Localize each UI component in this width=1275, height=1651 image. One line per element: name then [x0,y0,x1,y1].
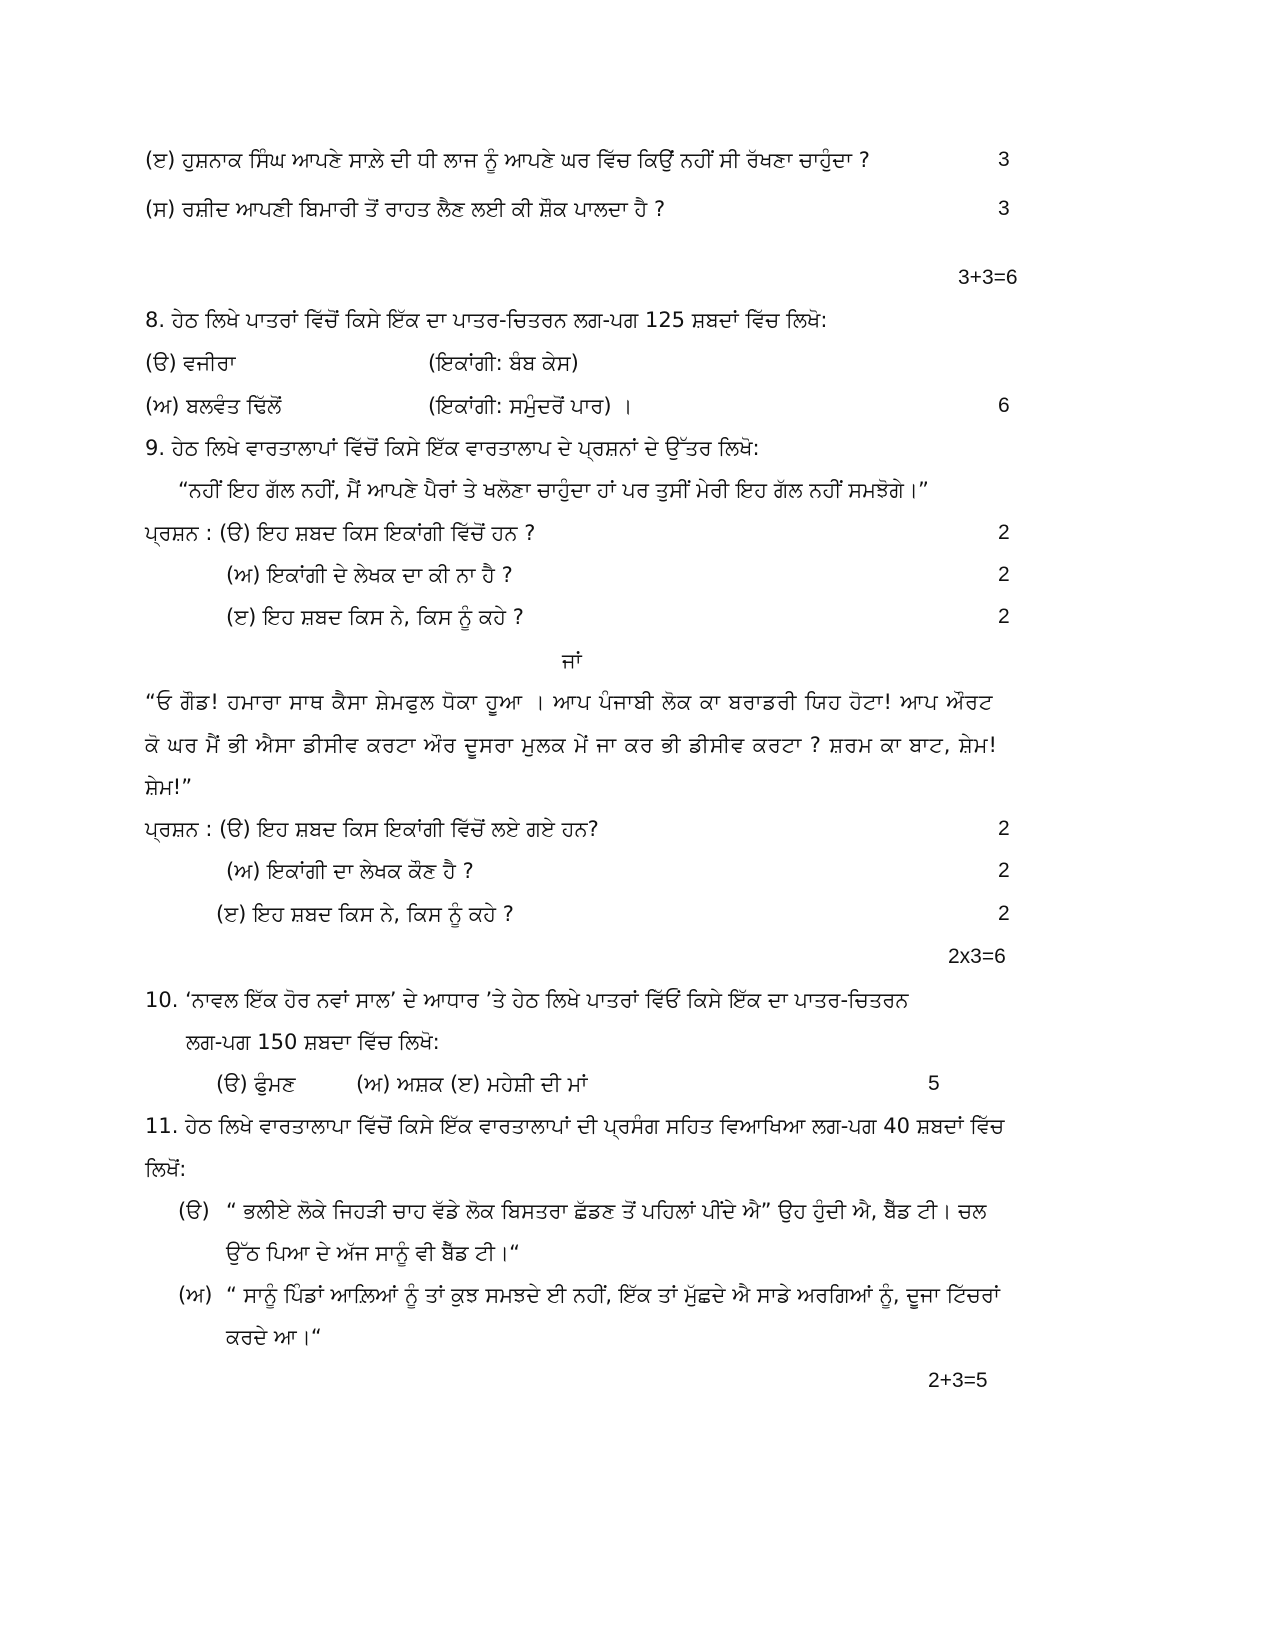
q9-set1-question-b-marks: 2 [998,563,1010,586]
q9-quote-2-line-3: ਸ਼ੇਮ!” [145,775,193,799]
q9-quote-1: “ਨਹੀਂ ਇਹ ਗੱਲ ਨਹੀਂ, ਮੈਂ ਆਪਣੇ ਪੈਰਾਂ ਤੇ ਖਲੋਣਾ ਚਾਹੁੰਦਾ ਹਾਂ ਪਰ ਤੁਸੀਂ ਮੇਰੀ ਇਹ ਗੱਲ ਨਹੀਂ ਸਮਝੋਗੇ।” [178,478,929,502]
q8-marks: 6 [998,394,1010,417]
q9-total: 2x3=6 [948,945,1006,968]
q11-line-1: 11. ਹੇਠ ਲਿਖੇ ਵਾਰਤਾਲਾਪਾ ਵਿੱਚੋਂ ਕਿਸੇ ਇੱਕ ਵਾਰਤਾਲਾਪਾਂ ਦੀ ਪ੍ਰਸੰਗ ਸਹਿਤ ਵਿਆਖਿਆ ਲਗ-ਪਗ 40 ਸ਼ਬਦਾਂ ਵਿੱਚ [145,1114,1005,1138]
q10-line-1: 10. ‘ਨਾਵਲ ਇੱਕ ਹੋਰ ਨਵਾਂ ਸਾਲ’ ਦੇ ਆਧਾਰ ’ਤੇ ਹੇਠ ਲਿਖੇ ਪਾਤਰਾਂ ਵਿੱਓਂ ਕਿਸੇ ਇੱਕ ਦਾ ਪਾਤਰ-ਚਿਤਰਨ [145,988,909,1012]
q9-stem: 9. ਹੇਠ ਲਿਖੇ ਵਾਰਤਾਲਾਪਾਂ ਵਿੱਚੋਂ ਕਿਸੇ ਇੱਕ ਵਾਰਤਾਲਾਪ ਦੇ ਪ੍ਰਸ਼ਨਾਂ ਦੇ ਉੱਤਰ ਲਿਖੋ: [145,436,760,460]
q9-quote-2-line-2: ਕੋ ਘਰ ਮੈਂ ਭੀ ਐਸਾ ਡੀਸੀਵ ਕਰਟਾ ਔਰ ਦੂਸਰਾ ਮੁਲਕ ਮੇਂ ਜਾ ਕਰ ਭੀ ਡੀਸੀਵ ਕਰਟਾ ? ਸ਼ਰਮ ਕਾ ਬਾਟ, ਸ਼ੇਮ! [145,733,998,757]
q9-set2-question-c-marks: 2 [998,902,1010,925]
q9-set1-question-c: (ੲ) ਇਹ ਸ਼ਬਦ ਕਿਸ ਨੇ, ਕਿਸ ਨੂੰ ਕਹੇ ? [226,605,524,629]
q11-option-b-label: (ਅ) [178,1283,213,1307]
q9-set2-question-a: ਪ੍ਰਸ਼ਨ : (ੳ) ਇਹ ਸ਼ਬਦ ਕਿਸ ਇਕਾਂਗੀ ਵਿੱਚੋਂ ਲਏ ਗਏ ਹਨ? [145,817,599,841]
q8-option-a-name: (ੳ) ਵਜੀਰਾ [145,351,236,375]
q11-line-2: ਲਿਖੋਂ: [145,1157,187,1181]
q9-set1-question-a: ਪ੍ਰਸ਼ਨ : (ੳ) ਇਹ ਸ਼ਬਦ ਕਿਸ ਇਕਾਂਗੀ ਵਿੱਚੋਂ ਹਨ ? [145,521,536,545]
q9-quote-2-line-1: “ਓ ਗੌਡ! ਹਮਾਰਾ ਸਾਥ ਕੈਸਾ ਸ਼ੇਮਫੁਲ ਧੋਕਾ ਹੂਆ । ਆਪ ਪੰਜਾਬੀ ਲੋਕ ਕਾ ਬਰਾਡਰੀ ਯਿਹ ਹੋਟਾ! ਆਪ ਔਰਟ [145,690,994,714]
q11-option-b-line-1: “ ਸਾਨੂੰ ਪਿੰਡਾਂ ਆਲ਼ਿਆਂ ਨੂੰ ਤਾਂ ਕੁਝ ਸਮਝਦੇ ਈ ਨਹੀਂ, ਇੱਕ ਤਾਂ ਮੁੱਛਦੇ ਐ ਸਾਡੇ ਅਰਗਿਆਂ ਨੂੰ, ਦੂਜਾ ਟਿੱਚਰਾਂ [226,1283,1000,1307]
q9-set2-question-b: (ਅ) ਇਕਾਂਗੀ ਦਾ ਲੇਖਕ ਕੌਣ ਹੈ ? [226,859,474,883]
q7-part-e-marks: 3 [998,148,1010,171]
q8-option-b-name: (ਅ) ਬਲਵੰਤ ਢਿੱਲੋਂ [145,394,282,418]
q9-set1-question-a-marks: 2 [998,521,1010,544]
q11-total: 2+3=5 [928,1369,988,1392]
q10-marks: 5 [928,1072,940,1095]
q7-part-s: (ਸ) ਰਸ਼ੀਦ ਆਪਣੀ ਬਿਮਾਰੀ ਤੋਂ ਰਾਹਤ ਲੈਣ ਲਈ ਕੀ ਸ਼ੌਕ ਪਾਲਦਾ ਹੈ ? [145,197,666,221]
q8-option-a-source: (ਇਕਾਂਗੀ: ਬੰਬ ਕੇਸ) [428,351,579,375]
or-divider: ਜਾਂ [562,649,582,673]
q10-line-2: ਲਗ-ਪਗ 150 ਸ਼ਬਦਾ ਵਿੱਚ ਲਿਖੋ: [186,1030,440,1054]
q11-option-a-line-1: “ ਭਲੀਏ ਲੋਕੇ ਜਿਹੜੀ ਚਾਹ ਵੱਡੇ ਲੋਕ ਬਿਸਤਰਾ ਛੱਡਣ ਤੋਂ ਪਹਿਲਾਂ ਪੀਂਦੇ ਐ” ਉਹ ਹੁੰਦੀ ਐ, ਬੈੱਡ ਟੀ। ਚਲ [226,1199,987,1223]
q9-set1-question-c-marks: 2 [998,605,1010,628]
q9-set2-question-c: (ੲ) ਇਹ ਸ਼ਬਦ ਕਿਸ ਨੇ, ਕਿਸ ਨੂੰ ਕਹੇ ? [216,902,514,926]
q9-set2-question-b-marks: 2 [998,859,1010,882]
q10-option-a: (ੳ) ਫੁੰਮਣ [216,1072,296,1096]
q9-set2-question-a-marks: 2 [998,817,1010,840]
q11-option-b-line-2: ਕਰਦੇ ਆ।“ [226,1325,322,1349]
q7-part-e: (ੲ) ਹੁਸ਼ਨਾਕ ਸਿੰਘ ਆਪਣੇ ਸਾਲ਼ੇ ਦੀ ਧੀ ਲਾਜ ਨੂੰ ਆਪਣੇ ਘਰ ਵਿੱਚ ਕਿਉਂ ਨਹੀਂ ਸੀ ਰੱਖਣਾ ਚਾਹੁੰਦਾ ? [145,148,870,172]
q7-total: 3+3=6 [958,266,1018,289]
q10-option-b: (ਅ) ਅਸ਼ਕ [356,1072,444,1096]
q11-option-a-label: (ੳ) [178,1199,210,1223]
q9-set1-question-b: (ਅ) ਇਕਾਂਗੀ ਦੇ ਲੇਖਕ ਦਾ ਕੀ ਨਾ ਹੈ ? [226,563,513,587]
q8-option-b-source: (ਇਕਾਂਗੀ: ਸਮੁੰਦਰੋਂ ਪਾਰ) । [428,394,633,418]
q7-part-s-marks: 3 [998,197,1010,220]
q11-option-a-line-2: ਉੱਠ ਪਿਆ ਦੇ ਅੱਜ ਸਾਨੂੰ ਵੀ ਬੈੱਡ ਟੀ।“ [226,1241,520,1265]
q8-stem: 8. ਹੇਠ ਲਿਖੇ ਪਾਤਰਾਂ ਵਿੱਚੋਂ ਕਿਸੇ ਇੱਕ ਦਾ ਪਾਤਰ-ਚਿਤਰਨ ਲਗ-ਪਗ 125 ਸ਼ਬਦਾਂ ਵਿੱਚ ਲਿਖੋ: [145,308,828,332]
q10-option-c: (ੲ) ਮਹੇਸ਼ੀ ਦੀ ਮਾਂ [450,1072,588,1096]
